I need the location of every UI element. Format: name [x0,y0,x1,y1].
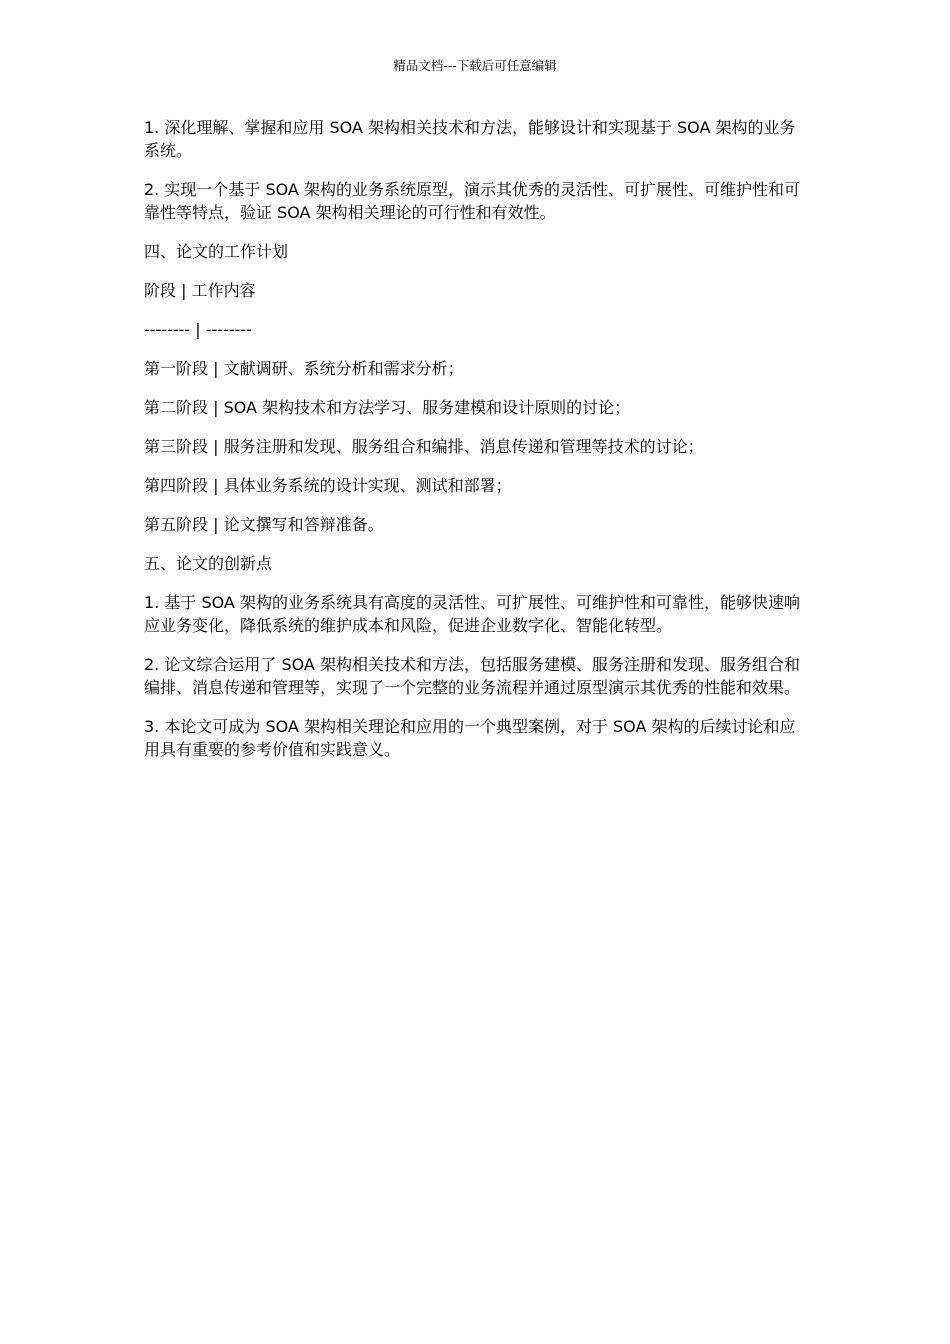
document-body [144,116,804,777]
goal-item-1: 1. 深化理解、掌握和应用 SOA 架构相关技术和方法，能够设计和实现基于 SOA 架构的业务系统。 [144,118,796,160]
plan-stage-3: 第三阶段 | 服务注册和发现、服务组合和编排、消息传递和管理等技术的讨论； [144,437,704,456]
goal-item-2: 2. 实现一个基于 SOA 架构的业务系统原型，演示其优秀的灵活性、可扩展性、可维护性和可靠性等特点，验证 SOA 架构相关理论的可行性和有效性。 [144,180,800,222]
plan-table-separator: -------- | -------- [144,320,252,339]
innovation-item-3: 3. 本论文可成为 SOA 架构相关理论和应用的一个典型案例，对于 SOA 架构的后续讨论和应用具有重要的参考价值和实践意义。 [144,717,796,759]
plan-stage-2: 第二阶段 | SOA 架构技术和方法学习、服务建模和设计原则的讨论； [144,398,631,417]
page-header: 精品文档---下载后可任意编辑 [393,58,557,73]
innovation-item-1: 1. 基于 SOA 架构的业务系统具有高度的灵活性、可扩展性、可维护性和可靠性，能够快速响应业务变化，降低系统的维护成本和风险，促进企业数字化、智能化转型。 [144,593,800,635]
innovation-item-2: 2. 论文综合运用了 SOA 架构相关技术和方法，包括服务建模、服务注册和发现、服务组合和编排、消息传递和管理等，实现了一个完整的业务流程并通过原型演示其优秀的性能和效果。 [144,655,801,697]
plan-table-header: 阶段 | 工作内容 [144,281,256,300]
plan-stage-4: 第四阶段 | 具体业务系统的设计实现、测试和部署； [144,476,512,495]
section-heading-work-plan: 四、论文的工作计划 [144,242,289,261]
plan-stage-5: 第五阶段 | 论文撰写和答辩准备。 [144,515,384,534]
plan-stage-1: 第一阶段 | 文献调研、系统分析和需求分析； [144,359,464,378]
section-heading-innovation: 五、论文的创新点 [144,554,273,573]
